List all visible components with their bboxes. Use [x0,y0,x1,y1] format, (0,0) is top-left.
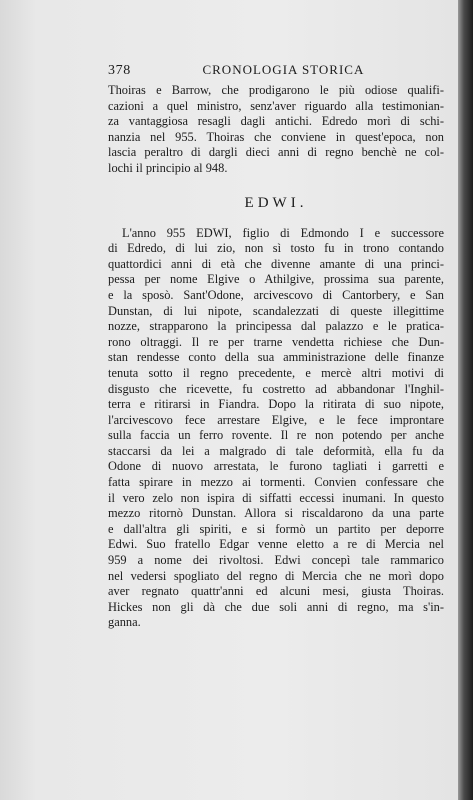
text-line: Hickes non gli dà che due soli anni di regno, ma s'in- [108,599,444,614]
text-line: e la sposò. Sant'Odone, arcivescovo di Cantorbery, e San [108,287,444,302]
text-line: pessa per nome Elgive o Athilgive, prossima sua parente, [108,272,444,287]
text-line: l'arcivescovo fece arrestare Elgive, e le fece improntare [108,412,444,427]
text-line: lochi il principio al 948. [108,160,228,175]
text-line: lascia peraltro di dargli dieci anni di regno benchè ne col- [108,145,444,160]
text-line: di Edredo, di lui zio, non sì tosto fu in trono contando [108,241,444,256]
body-paragraph [108,226,444,631]
text-line: terra e ritirarsi in Fiandra. Dopo la ritirata di suo nipote, [108,397,444,412]
text-line: e dall'altra gli spiriti, e si formò un partito per deporre [108,521,444,536]
text-line: aver regnato quattr'anni ed alcuni mesi, giusta Thoiras. [108,584,444,599]
text-line: il vero zelo non ispira di siffatti eccessi inumani. In questo [108,490,444,505]
text-line: za vantaggiosa resagli dagli antichi. Edredo morì di schi- [108,114,444,129]
text-line: quattordici anni di età che divenne amante di una princi- [108,256,444,271]
page-number: 378 [108,63,131,78]
text-line: Dunstan, di lui nipote, scandalezzati di queste illegittime [108,303,444,318]
text-line: stan rendesse conto della sua amministrazione delle finanze [108,350,444,365]
text-line: staccarsi da lei a malgrado di tale deformità, ella fu da [108,443,444,458]
text-line: Edwi. Suo fratello Edgar venne eletto a re di Mercia nel [108,537,444,552]
text-line: sulla faccia un ferro rovente. Il re non potendo per anche [108,428,444,443]
text-line: tenuta sotto il regno precedente, e mercè altri motivi di [108,365,444,380]
text-line: rono oltraggi. Il re per trarne vendetta richiese che Dun- [108,334,444,349]
section-title: EDWI. [244,194,308,211]
intro-paragraph [108,83,444,177]
text-line: ganna. [108,615,141,630]
text-line: fatta spirare in mezzo ai tormenti. Convien confessare che [108,475,444,490]
text-line: disgusto che ricevette, fu costretto ad abbandonar l'Inghil- [108,381,444,396]
text-line: Odone di nuovo arrestata, le furono tagliati i garretti e [108,459,444,474]
text-line: Thoiras e Barrow, che prodigarono le più odiose qualifi- [108,83,444,97]
text-line: nozze, strapparono la principessa dal palazzo e le pratica- [108,319,444,334]
running-title: CRONOLOGIA STORICA [202,62,365,77]
text-block [108,62,444,631]
text-line: cazioni a quel ministro, senz'aver riguardo alla testimonian- [108,98,444,113]
book-binding-edge [458,0,473,800]
spacer [108,177,444,191]
text-line: nel vedersi spogliato del regno di Mercia che ne morì dopo [108,568,444,583]
text-line: mezzo ritornò Dunstan. Allora si riscaldarono da una parte [108,506,444,521]
text-line: nanzia nel 955. Thoiras che conviene in quest'epoca, non [108,129,444,144]
text-line: L'anno 955 EDWI, figlio di Edmondo I e successore [122,225,444,240]
text-line: 959 a nome dei rivoltosi. Edwi concepì tale rammarico [108,553,444,568]
page-header [108,62,444,78]
